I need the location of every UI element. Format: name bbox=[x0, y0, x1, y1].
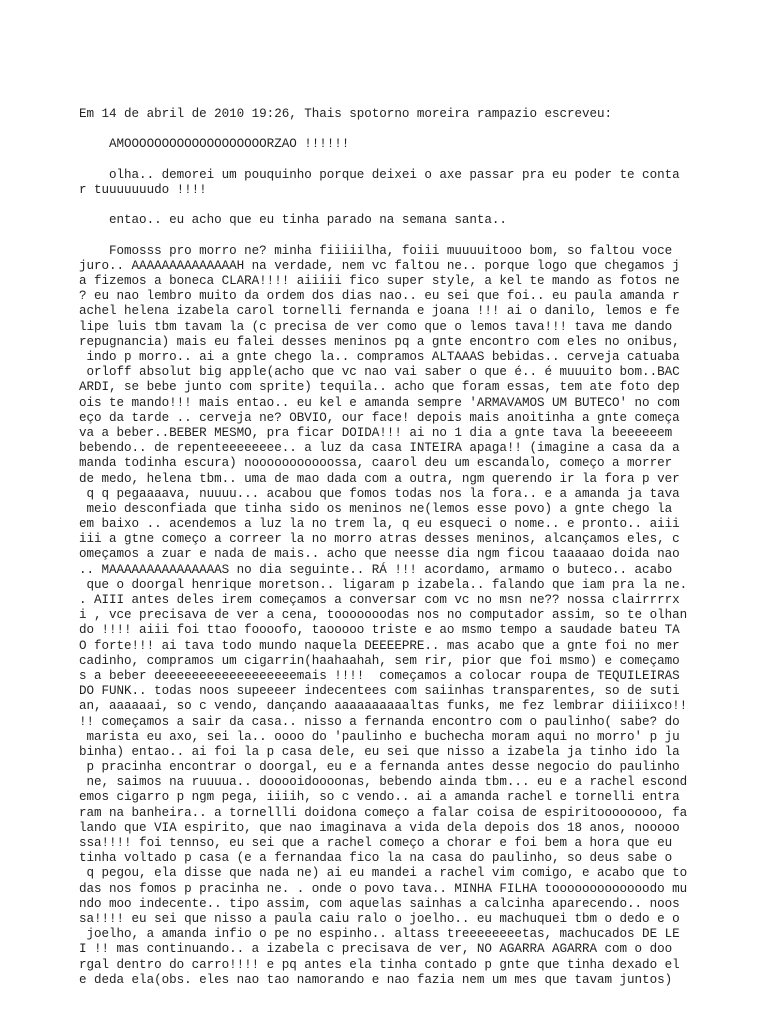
paragraph-line: e deda ela(obs. eles nao tao namorando e nao fazia nem um mes que tavam juntos) bbox=[79, 972, 673, 987]
paragraph-line: emos cigarro p ngm pega, iiiih, so c vendo.. ai a amanda rachel e tornelli entra bbox=[79, 790, 680, 805]
paragraph-line: ? eu nao lembro muito da ordem dos dias nao.. eu sei que foi.. eu paula amanda r bbox=[79, 289, 680, 304]
paragraph-line: das nos fomos p pracinha ne. . onde o povo tava.. MINHA FILHA tooooooooooooodo mu bbox=[79, 881, 688, 896]
paragraph-line: olha.. demorei um pouquinho porque deixei o axe passar pra eu poder te conta bbox=[79, 167, 680, 182]
paragraph-line: juro.. AAAAAAAAAAAAAAH na verdade, nem vc faltou ne.. porque logo que chegamos j bbox=[79, 258, 680, 273]
paragraph-line: indo p morro.. ai a gnte chego la.. compramos ALTAAAS bebidas.. cerveja catuaba bbox=[79, 350, 680, 364]
paragraph-line: do !!!! aiii foi ttao foooofo, taooooo triste e ao msmo tempo a saudade bateu TA bbox=[79, 623, 680, 638]
paragraph-line: !! começamos a sair da casa.. nisso a fernanda encontro com o paulinho( sabe? do bbox=[79, 714, 680, 729]
paragraph-line: entao.. eu acho que eu tinha parado na semana santa.. bbox=[79, 213, 507, 228]
paragraph-line: omeçamos a zuar e nada de mais.. acho que neesse dia ngm ficou taaaaao doida nao bbox=[79, 547, 680, 562]
paragraph-line: marista eu axo, sei la.. oooo do 'paulinho e buchecha moram aqui no morro' p ju bbox=[79, 729, 680, 744]
spacer bbox=[79, 153, 759, 168]
paragraph-line: an, aaaaaai, so c vendo, dançando aaaaaaaaaaltas funks, me fez lembrar diiiixco!! bbox=[79, 699, 688, 714]
paragraph-line: r tuuuuuuudo !!!! bbox=[79, 182, 207, 197]
email-body bbox=[79, 107, 759, 988]
spacer bbox=[79, 198, 759, 213]
paragraph-line: meio desconfiada que tinha sido os meninos ne(lemos esse povo) a gnte chego la bbox=[79, 501, 673, 516]
paragraph-line: i , vce precisava de ver a cena, tooooooodas nos no computador assim, so te olhan bbox=[79, 608, 688, 623]
paragraph-line: va a beber..BEBER MESMO, pra ficar DOIDA!!! ai no 1 dia a gnte tava la beeeeeem bbox=[79, 425, 673, 440]
quote-header: Em 14 de abril de 2010 19:26, Thais spotorno moreira rampazio escreveu: bbox=[79, 107, 613, 121]
paragraph-line: I !! mas continuando.. a izabela c precisava de ver, NO AGARRA AGARRA com o doo bbox=[79, 942, 673, 957]
paragraph-line: achel helena izabela carol tornelli fernanda e joana !!! ai o danilo, lemos e fe bbox=[79, 304, 680, 319]
paragraph-line: eço da tarde .. cerveja ne? OBVIO, our face! depois mais anoitinha a gnte começa bbox=[79, 410, 680, 425]
paragraph-line: ssa!!!! foi tennso, eu sei que a rachel começo a chorar e foi bem a hora que eu bbox=[79, 836, 673, 850]
paragraph-line: DO FUNK.. todas noos supeeeer indecentees com saiinhas transparentes, so de suti bbox=[79, 684, 680, 699]
paragraph-line: cadinho, compramos um cigarrin(haahaahah, sem rir, pior que foi msmo) e começamo bbox=[79, 653, 680, 668]
paragraph-line: O forte!!! ai tava todo mundo naquela DEEEEPRE.. mas acabo que a gnte foi no mer bbox=[79, 638, 680, 653]
paragraph-line: rgal dentro do carro!!!! e pq antes ela tinha contado p gnte que tinha dexado el bbox=[79, 957, 680, 972]
paragraph-line: binha) entao.. ai foi la p casa dele, eu sei que nisso a izabela ja tinho ido la bbox=[79, 744, 680, 759]
paragraph-line: de medo, helena tbm.. uma de mao dada com a outra, ngm querendo ir la fora p ver bbox=[79, 471, 680, 486]
paragraph-line: .. MAAAAAAAAAAAAAAAS no dia seguinte.. RÁ !!! acordamo, armamo o buteco.. acabo bbox=[79, 562, 673, 577]
paragraph-line: lipe luis tbm tavam la (c precisa de ver como que o lemos tava!!! tava me dando bbox=[79, 319, 673, 334]
greeting-line: AMOOOOOOOOOOOOOOOOOOORZAO !!!!!! bbox=[79, 137, 350, 152]
main-paragraph bbox=[79, 244, 759, 988]
paragraph-line: . AIII antes deles irem começamos a conversar com vc no msn ne?? nossa clairrrrx bbox=[79, 593, 680, 607]
paragraph-line: lando que VIA espirito, que nao imaginava a vida dela depois dos 18 anos, nooooo bbox=[79, 820, 680, 835]
paragraph-line: ndo moo indecente.. tipo assim, com aquelas sainhas a calcinha aparecendo.. noos bbox=[79, 896, 680, 911]
paragraph-line: ARDI, se bebe junto com sprite) tequila.. acho que foram essas, tem ate foto dep bbox=[79, 380, 680, 395]
paragraph-line: ois te mando!!! mais entao.. eu kel e amanda sempre 'ARMAVAMOS UM BUTECO' no com bbox=[79, 395, 680, 410]
paragraph-line: que o doorgal henrique moretson.. ligaram p izabela.. falando que iam pra la ne. bbox=[79, 577, 688, 592]
paragraph-line: ne, saimos na ruuuua.. dooooidoooonas, bebendo ainda tbm... eu e a rachel escond bbox=[79, 775, 688, 790]
spacer bbox=[79, 122, 759, 137]
paragraph-line: sa!!!! eu sei que nisso a paula caiu ralo o joelho.. eu machuquei tbm o dedo e o bbox=[79, 911, 680, 926]
paragraph-line: a fizemos a boneca CLARA!!!! aiiiii fico super style, a kel te mando as fotos ne bbox=[79, 274, 680, 289]
paragraph-line: tinha voltado p casa (e a fernandaa fico la na casa do paulinho, so deus sabe o bbox=[79, 851, 673, 866]
spacer bbox=[79, 229, 759, 244]
paragraph-line: q pegou, ela disse que nada ne) ai eu mandei a rachel vim comigo, e acabo que to bbox=[79, 866, 688, 881]
paragraph-line: orloff absolut big apple(acho que vc nao vai saber o que é.. é muuuito bom..BAC bbox=[79, 365, 680, 380]
paragraph-line: q q pegaaaava, nuuuu... acabou que fomos todas nos la fora.. e a amanda ja tava bbox=[79, 486, 680, 501]
paragraph-line: s a beber deeeeeeeeeeeeeeeeeemais !!!! começamos a colocar roupa de TEQUILEIRAS bbox=[79, 668, 680, 683]
paragraph-line: iii a gtne começo a correer la no morro atras desses meninos, alcançamos eles, c bbox=[79, 532, 680, 547]
paragraph-line: Fomosss pro morro ne? minha fiiiiilha, foiii muuuuitooo bom, so faltou voce bbox=[79, 243, 673, 258]
paragraph-line: repugnancia) mais eu falei desses meninos pq a gnte encontro com eles no onibus, bbox=[79, 334, 680, 349]
paragraph-line: joelho, a amanda infio o pe no espinho.. altass treeeeeeeetas, machucados DE LE bbox=[79, 927, 680, 942]
paragraph-line: manda todinha escura) nooooooooooossa, caarol deu um escandalo, começo a morrer bbox=[79, 456, 673, 471]
paragraph-line: p pracinha encontrar o doorgal, eu e a fernanda antes desse negocio do paulinho bbox=[79, 760, 680, 775]
paragraph-line: em baixo .. acendemos a luz la no trem la, q eu esqueci o nome.. e pronto.. aiii bbox=[79, 517, 680, 532]
paragraph-line: bebendo.. de repenteeeeeeee.. a luz da casa INTEIRA apaga!! (imagine a casa da a bbox=[79, 441, 680, 456]
paragraph-line: ram na banheira.. a tornellli doidona começo a falar coisa de espiritoooooooo, fa bbox=[79, 805, 688, 820]
